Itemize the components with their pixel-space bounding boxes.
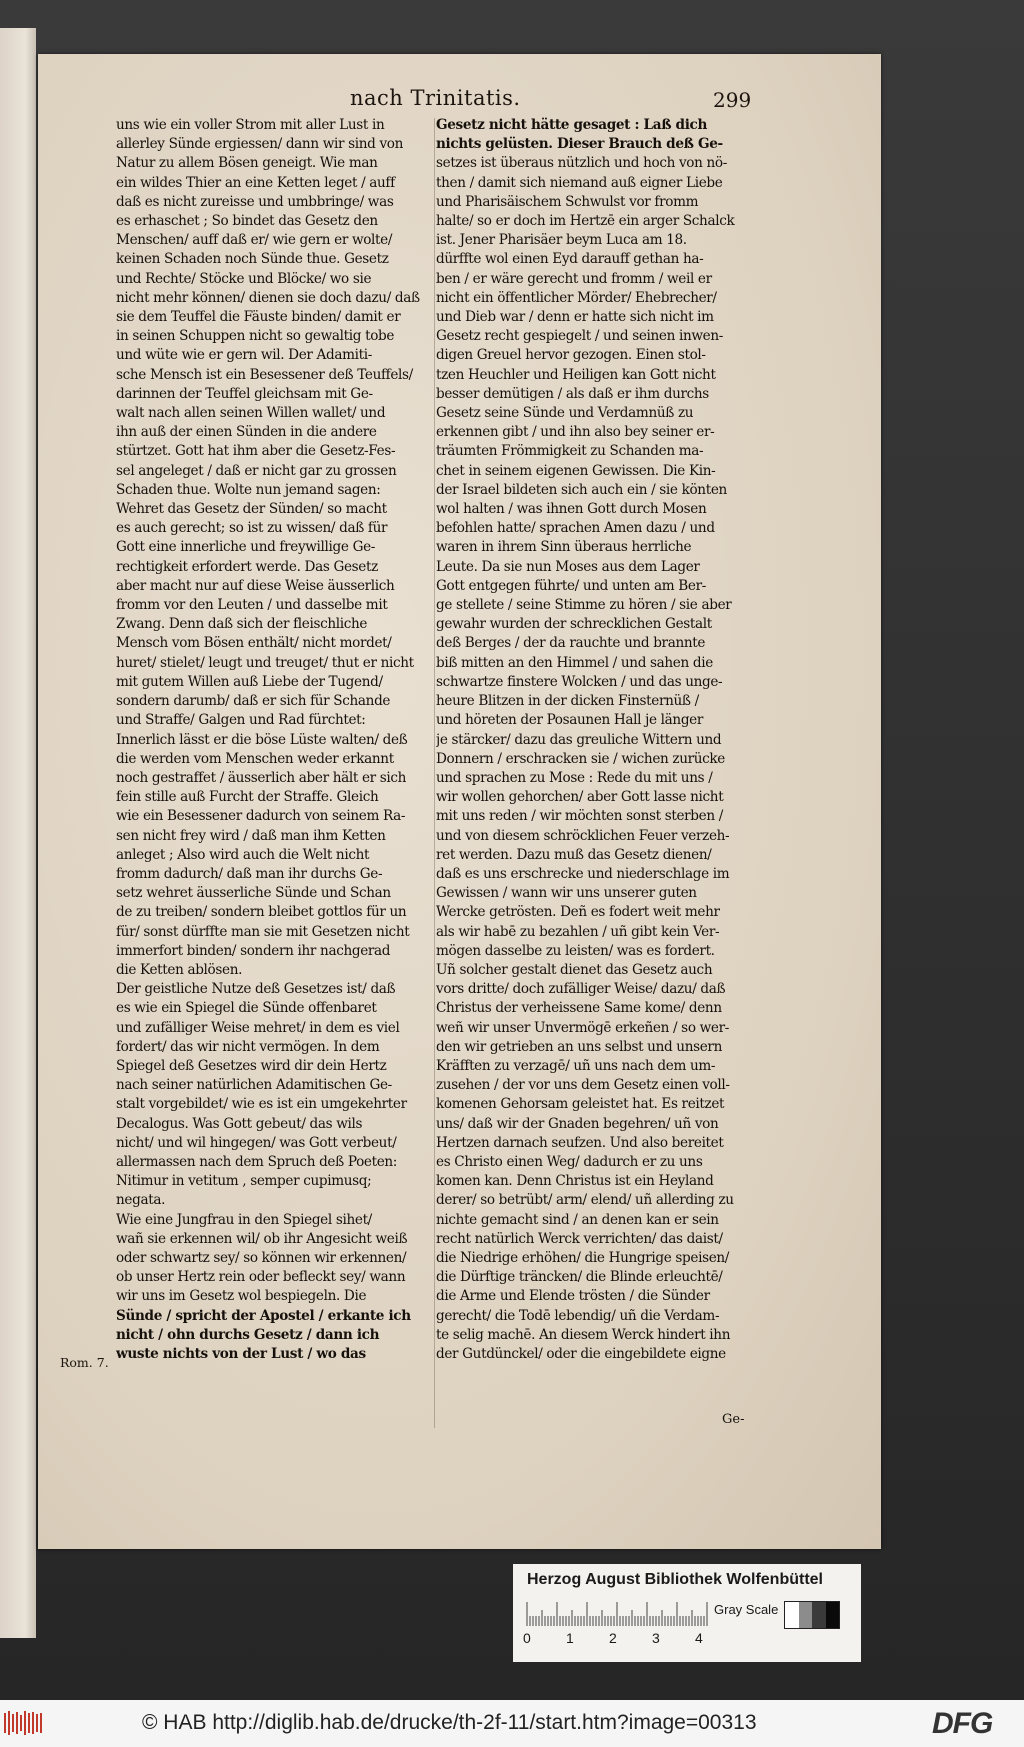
text-line: die Niedrige erhöhen/ die Hungrige speisen/ [436,1249,730,1266]
text-line: sel angeleget / daß er nicht gar zu grossen [116,462,397,479]
text-line: mit uns reden / wir möchten sonst sterben / [436,808,723,825]
text-line: fein stille auß Furcht der Straffe. Gleich [116,789,379,806]
ruler-scale [525,1602,710,1626]
text-line: allermassen nach dem Spruch deß Poeten: [116,1153,398,1170]
text-line: Spiegel deß Gesetzes wird dir dein Hertz [116,1057,387,1074]
text-line: ret werden. Dazu muß das Gesetz dienen/ [436,846,712,863]
text-line: und wüte wie er gern wil. Der Adamiti- [116,347,372,364]
text-line: weñ wir unser Unvermögē erkeñen / so wer- [436,1019,729,1036]
text-line: wir wollen gehorchen/ aber Gott lasse nicht [436,789,724,806]
dfg-logo: DFG [932,1707,993,1740]
text-line: es erhaschet ; So bindet das Gesetz den [116,213,378,230]
text-line: recht natürlich Werck verrichten/ das daist/ [436,1230,723,1247]
text-line: Hertzen darnach seufzen. Und also bereitet [436,1134,724,1151]
footer-url[interactable]: © HAB http://diglib.hab.de/drucke/th-2f-11/start.htm?image=00313 [142,1711,757,1734]
text-line: immerfort binden/ sondern ihr nachgerad [116,942,391,959]
catchword: Ge- [722,1412,745,1427]
text-line: und Straffe/ Galgen und Rad fürchtet: [116,712,366,729]
text-line: aber macht nur auf diese Weise äusserlich [116,577,395,594]
ruler-number: 2 [609,1630,617,1646]
text-line: und höreten der Posaunen Hall je länger [436,712,704,729]
text-line: es wie ein Spiegel die Sünde offenbaret [116,1000,377,1017]
text-line: ihn auß der einen Sünden in die andere [116,424,377,441]
text-line: Sünde / spricht der Apostel / erkante ich [116,1307,411,1324]
text-line: allerley Sünde ergiessen/ dann wir sind von [116,136,404,153]
text-line: in seinen Schuppen nicht so gewaltig tobe [116,328,395,345]
text-line: de zu treiben/ sondern bleibet gottlos für un [116,904,407,921]
text-line: Gewissen / wann wir uns unserer guten [436,885,697,902]
text-line: Gott eine innerliche und freywillige Ge- [116,539,376,556]
text-line: keinen Schaden noch Sünde thue. Gesetz [116,251,389,268]
text-line: mit gutem Willen auß Liebe der Tugend/ [116,673,383,690]
right-text-column [436,116,756,1364]
text-line: Gesetz seine Sünde und Verdamnüß zu [436,405,694,422]
text-line: heure Blitzen in der dicken Finsternüß / [436,693,699,710]
gray-scale-label: Gray Scale [714,1602,779,1617]
facing-page-edge [0,28,36,1638]
text-line: Zwang. Denn daß sich der fleischliche [116,616,368,633]
text-line: komen kan. Denn Christus ist ein Heyland [436,1173,714,1190]
text-line: fromm vor den Leuten / und dasselbe mit [116,597,388,614]
text-line: nicht/ und wil hingegen/ was Gott verbeut/ [116,1134,397,1151]
text-line: es Christo einen Weg/ dadurch er zu uns [436,1153,703,1170]
ruler-number: 3 [652,1630,660,1646]
text-line: nach seiner natürlichen Adamitischen Ge- [116,1077,392,1094]
text-line: nicht mehr können/ dienen sie doch dazu/ daß [116,289,420,306]
text-line: ben / er wäre gerecht und fromm / weil er [436,270,712,287]
text-line: oder schwartz sey/ so können wir erkennen/ [116,1249,407,1266]
text-line: nichts gelüsten. Dieser Brauch deß Ge- [436,136,723,153]
text-line: Leute. Da sie nun Moses aus dem Lager [436,558,700,575]
text-line: sche Mensch ist ein Besessener deß Teuffels/ [116,366,413,383]
text-line: Donnern / erschracken sie / wichen zurücke [436,750,726,767]
text-line: träumten Frömmigkeit zu Schanden ma- [436,443,704,460]
footer-bar [0,1700,1024,1747]
gray-swatch [826,1602,840,1628]
text-line: huret/ stielet/ leugt und treuget/ thut er nicht [116,654,414,671]
text-line: biß mitten an den Himmel / und sahen die [436,654,713,671]
text-line: Der geistliche Nutze deß Gesetzes ist/ daß [116,981,396,998]
text-line: nicht ein öffentlicher Mörder/ Ehebrecher/ [436,289,717,306]
text-line: der Gutdünckel/ oder die eingebildete eigne [436,1346,726,1362]
text-line: besser demütigen / als daß er ihm durchs [436,385,709,402]
page-number: 299 [713,88,752,112]
text-line: Decalogus. Was Gott gebeut/ das wils [116,1115,363,1132]
text-line: Nitimur in vetitum , semper cupimusq; [116,1173,372,1190]
text-line: Natur zu allem Bösen geneigt. Wie man [116,155,378,172]
text-line: nichte gemacht sind / an denen kan er sein [436,1211,719,1228]
text-line: fromm dadurch/ daß man ihr durchs Ge- [116,865,383,882]
text-line: halte/ so er doch im Hertzē ein arger Schalck [436,213,735,230]
text-line: befohlen hatte/ sprachen Amen dazu / und [436,520,715,537]
text-line: Christus der verheissene Same kome/ denn [436,1000,722,1017]
text-line: die Ketten ablösen. [116,961,243,978]
text-line: und von diesem schröcklichen Feuer verzeh- [436,827,730,844]
text-line: walt nach allen seinen Willen wallet/ und [116,405,386,422]
text-line: Uñ solcher gestalt dienet das Gesetz auch [436,961,713,978]
text-line: darinnen der Teuffel gleichsam mit Ge- [116,385,373,402]
text-line: Wercke getrösten. Deñ es fodert weit mehr [436,904,720,921]
text-line: anleget ; Also wird auch die Welt nicht [116,846,370,863]
text-line: stalt vorgebildet/ wie es ist ein umgekehrter [116,1096,407,1113]
text-line: gewahr wurden der schrecklichen Gestalt [436,616,712,633]
hab-logo-icon [3,1710,43,1736]
text-line: als wir habē zu bezahlen / uñ gibt kein Ver- [436,923,720,940]
text-line: die Arme und Elende trösten / die Sünder [436,1288,710,1305]
text-line: Menschen/ auff daß er/ wie gern er wolte/ [116,232,393,249]
gray-scale-swatches [784,1601,840,1629]
text-line: uns/ daß wir der Gnaden begehren/ uñ von [436,1115,719,1132]
text-line: daß es nicht zureisse und umbbringe/ was [116,193,394,210]
text-line: chet in seinem eigenen Gewissen. Die Kin- [436,462,716,479]
left-text-column [116,116,434,1364]
text-line: deß Berges / der da rauchte und brannte [436,635,706,652]
text-line: Innerlich lässt er die böse Lüste walten/ deß [116,731,408,748]
text-line: noch gestraffet / äusserlich aber hält er sich [116,769,407,786]
text-line: setz wehret äusserliche Sünde und Schan [116,885,391,902]
text-line: fordert/ das wir nicht vermögen. In dem [116,1038,380,1055]
text-line: stürtzet. Gott hat ihm aber die Gesetz-Fes- [116,443,396,460]
margin-note: Rom. 7. [60,1355,109,1370]
text-line: ist. Jener Pharisäer beym Luca am 18. [436,232,687,249]
text-line: sie dem Teuffel die Fäuste binden/ damit er [116,309,401,326]
color-calibration-card [513,1564,861,1662]
text-line: für/ sonst dürffte man sie mit Gesetzen nicht [116,923,410,940]
text-line: rechtigkeit erfordert werde. Das Gesetz [116,558,378,575]
text-line: ein wildes Thier an eine Ketten leget / auff [116,174,395,191]
text-line: und Rechte/ Stöcke und Blöcke/ wo sie [116,270,372,287]
text-line: dürffte wol einen Eyd darauff gethan ha- [436,251,704,268]
text-line: then / damit sich niemand auß eigner Liebe [436,174,723,191]
gray-swatch [799,1602,813,1628]
text-line: uns wie ein voller Strom mit aller Lust in [116,117,385,133]
text-line: wir uns im Gesetz wol bespiegeln. Die [116,1288,367,1305]
ruler-number: 0 [523,1630,531,1646]
text-line: und sprachen zu Mose : Rede du mit uns / [436,769,713,786]
text-line: Gesetz nicht hätte gesaget : Laß dich [436,117,707,133]
text-line: der Israel bildeten sich auch ein / sie könten [436,481,727,498]
ruler-number: 4 [695,1630,703,1646]
text-line: daß es uns erschrecke und niederschlage im [436,865,730,882]
text-line: derer/ so betrübt/ arm/ elend/ uñ allerding zu [436,1192,734,1209]
text-line: waren in ihrem Sinn überaus herrliche [436,539,692,556]
text-line: mögen dasselbe zu leisten/ was es fordert. [436,942,715,959]
text-line: te selig machē. An diesem Werck hindert ihn [436,1326,731,1343]
text-line: schwartze finstere Wolcken / und das unge- [436,673,723,690]
text-line: gerecht/ die Todē lebendig/ uñ die Verdam- [436,1307,720,1324]
gray-swatch [812,1602,826,1628]
text-line: tzen Heuchler und Heiligen kan Gott nicht [436,366,716,383]
running-head: nach Trinitatis. [350,86,521,110]
text-line: Gott entgegen führte/ und unten am Ber- [436,577,706,594]
text-line: und Pharisäischem Schwulst vor fromm [436,193,699,210]
text-line: negata. [116,1192,166,1209]
column-divider [434,118,435,1428]
text-line: Schaden thue. Wolte nun jemand sagen: [116,481,381,498]
text-line: wie ein Besessener dadurch von seinem Ra- [116,808,406,825]
text-line: je stärcker/ dazu das greuliche Wittern und [436,731,722,748]
text-line: sen nicht frey wird / daß man ihm Ketten [116,827,386,844]
text-line: Wehret das Gesetz der Sünden/ so macht [116,501,387,518]
text-line: wuste nichts von der Lust / wo das [116,1346,366,1362]
text-line: wol halten / was ihnen Gott durch Mosen [436,501,707,518]
text-line: setzes ist überaus nützlich und hoch von nö- [436,155,728,172]
text-line: ob unser Hertz rein oder befleckt sey/ wann [116,1269,406,1286]
text-line: wañ sie erkennen wil/ ob ihr Angesicht weiß [116,1230,408,1247]
text-line: ge stellete / seine Stimme zu hören / sie aber [436,597,732,614]
gray-swatch [785,1602,799,1628]
ruler-number: 1 [566,1630,574,1646]
text-line: nicht / ohn durchs Gesetz / dann ich [116,1326,380,1343]
text-line: erkennen gibt / und ihn also bey seiner er- [436,424,715,441]
text-line: und Dieb war / denn er hatte sich nicht im [436,309,714,326]
text-line: Mensch vom Bösen enthält/ nicht mordet/ [116,635,392,652]
text-line: sondern darumb/ daß er sich für Schande [116,693,391,710]
text-line: vors dritte/ doch zufälliger Weise/ dazu/ daß [436,981,726,998]
text-line: die Dürftige träncken/ die Blinde erleuchtē/ [436,1269,723,1286]
card-title: Herzog August Bibliothek Wolfenbüttel [527,1571,823,1588]
text-line: und zufälliger Weise mehret/ in dem es viel [116,1019,400,1036]
text-line: Kräfften zu verzagē/ uñ uns nach dem um- [436,1057,716,1074]
ruler-numbers [525,1630,725,1650]
text-line: den wir getrieben an uns selbst und unsern [436,1038,722,1055]
text-line: die werden vom Menschen weder erkannt [116,750,394,767]
text-line: Gesetz recht gespiegelt / und seinen inwen- [436,328,724,345]
text-line: es auch gerecht; so ist zu wissen/ daß für [116,520,388,537]
text-line: Wie eine Jungfrau in den Spiegel sihet/ [116,1211,372,1228]
text-line: zusehen / der vor uns dem Gesetz einen voll- [436,1077,730,1094]
text-line: digen Greuel hervor gezogen. Einen stol- [436,347,706,364]
text-line: komenen Gehorsam geleistet hat. Es reitzet [436,1096,725,1113]
